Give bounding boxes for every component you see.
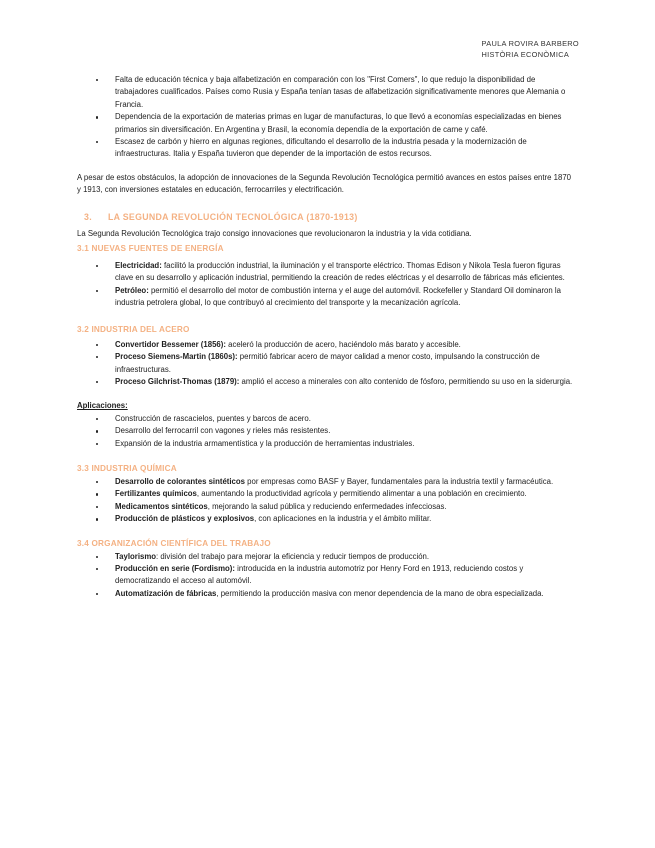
page-header bbox=[482, 38, 579, 60]
document-body bbox=[77, 74, 577, 600]
section-3-heading bbox=[77, 211, 577, 223]
item-term: Desarrollo de colorantes sintéticos bbox=[115, 476, 245, 486]
list-item bbox=[77, 488, 577, 500]
section-3-1-list bbox=[77, 260, 577, 310]
list-item bbox=[77, 588, 577, 600]
item-term: Proceso Gilchrist-Thomas (1879): bbox=[115, 376, 240, 386]
item-term: Producción en serie (Fordismo): bbox=[115, 563, 236, 573]
list-item: Escasez de carbón y hierro en algunas regiones, dificultando el desarrollo de la industria pesada y la modernización de infraestructuras. Italia y España tuvieron que depender de la importación de estos recursos. bbox=[77, 136, 577, 161]
item-text: , permitiendo la producción masiva con menor dependencia de la mano de obra especializada. bbox=[216, 588, 544, 598]
item-text: permitió fabricar acero de mayor calidad a menor costo, impulsando la construcción de infraestructuras. bbox=[115, 352, 540, 374]
list-item bbox=[77, 501, 577, 513]
item-text: permitió el desarrollo del motor de combustión interna y el auge del automóvil. Rockefeller y Standard Oil dominaron la industria petrolera global, lo que contribuyó al crecimiento del transporte y la mecanización agrícola. bbox=[115, 285, 561, 308]
section-3-3-list bbox=[77, 476, 577, 526]
item-term: Proceso Siemens-Martin (1860s): bbox=[115, 352, 238, 362]
list-item bbox=[77, 376, 577, 388]
section-3-3-heading: 3.3 INDUSTRIA QUÍMICA bbox=[77, 463, 177, 473]
item-text: amplió el acceso a minerales con alto contenido de fósforo, permitiendo su uso en la siderurgia. bbox=[239, 376, 573, 386]
item-term: Automatización de fábricas bbox=[115, 588, 217, 598]
intro-paragraph: A pesar de estos obstáculos, la adopción de innovaciones de la Segunda Revolución Tecnológica permitió avances en estos países entre 1870 y 1913, con inversiones estatales en educación, ferrocarriles y electrificación. bbox=[77, 172, 571, 195]
item-term: Producción de plásticos y explosivos bbox=[115, 514, 255, 524]
item-text: facilitó la producción industrial, la iluminación y el transporte eléctrico. Thomas Edison y Nikola Tesla fueron figuras clave en su desarrollo y aplicación industrial, permitiendo la creación de redes eléctricas y el desarrollo de fábricas más eficientes. bbox=[115, 261, 565, 283]
item-text: , aumentando la productividad agrícola y permitiendo alimentar a una población en crecimiento. bbox=[196, 489, 527, 499]
list-item bbox=[77, 339, 577, 351]
list-item: Construcción de rascacielos, puentes y barcos de acero. bbox=[77, 413, 577, 425]
list-item: Dependencia de la exportación de materias primas en lugar de manufacturas, lo que llevó a economías especializadas en bienes primarios sin diversificación. En Argentina y Brasil, la economía dependía de la exportación de carne y café. bbox=[77, 111, 577, 136]
item-text: introducida en la industria automotriz por Henry Ford en 1913, reduciendo costos y democratizando el acceso al automóvil. bbox=[115, 563, 524, 586]
item-text: : división del trabajo para mejorar la eficiencia y reducir tiempos de producción. bbox=[156, 551, 430, 561]
intro-bullet-list bbox=[77, 74, 577, 161]
item-text: , con aplicaciones en la industria y el ámbito militar. bbox=[254, 514, 432, 524]
item-term: Petróleo: bbox=[115, 285, 149, 295]
list-item bbox=[77, 476, 577, 488]
section-3-4-list bbox=[77, 551, 577, 601]
section-3-intro: La Segunda Revolución Tecnológica trajo consigo innovaciones que revolucionaron la industria y la vida cotidiana. bbox=[77, 228, 472, 238]
list-item bbox=[77, 351, 577, 376]
item-text: por empresas como BASF y Bayer, fundamentales para la industria textil y farmacéutica. bbox=[245, 476, 554, 486]
item-term: Convertidor Bessemer (1856): bbox=[115, 339, 226, 349]
section-3-1-heading: 3.1 NUEVAS FUENTES DE ENERGÍA bbox=[77, 244, 224, 254]
item-term: Electricidad: bbox=[115, 261, 162, 271]
item-term: Medicamentos sintéticos bbox=[115, 501, 208, 511]
list-item bbox=[77, 260, 577, 285]
list-item bbox=[77, 551, 577, 563]
list-item: Desarrollo del ferrocarril con vagones y rieles más resistentes. bbox=[77, 425, 577, 437]
list-item bbox=[77, 285, 577, 310]
header-author: PAULA ROVIRA BARBERO bbox=[481, 39, 579, 48]
section-3-2-heading: 3.2 INDUSTRIA DEL ACERO bbox=[77, 324, 190, 334]
header-subject: HISTÒRIA ECONÒMICA bbox=[481, 50, 570, 59]
list-item bbox=[77, 513, 577, 525]
list-item: Expansión de la industria armamentística y la producción de herramientas industriales. bbox=[77, 438, 577, 450]
item-text: aceleró la producción de acero, haciéndolo más barato y accesible. bbox=[225, 339, 461, 349]
item-text: , mejorando la salud pública y reduciendo enfermedades infecciosas. bbox=[207, 501, 447, 511]
list-item: Falta de educación técnica y baja alfabetización en comparación con los "First Comers", lo que redujo la disponibilidad de trabajadores cualificados. Países como Rusia y España tenían tasas de alfabetización significativamente menores que Alemania o Francia. bbox=[77, 74, 577, 111]
section-3-title: LA SEGUNDA REVOLUCIÓN TECNOLÓGICA (1870-1913) bbox=[108, 211, 358, 222]
list-item bbox=[77, 563, 577, 588]
item-term: Taylorismo bbox=[115, 551, 157, 561]
section-3-number: 3. bbox=[84, 211, 92, 222]
applications-heading: Aplicaciones: bbox=[77, 401, 128, 411]
section-3-4-heading: 3.4 ORGANIZACIÓN CIENTÍFICA DEL TRABAJO bbox=[77, 538, 271, 548]
item-term: Fertilizantes químicos bbox=[115, 489, 197, 499]
applications-list bbox=[77, 413, 577, 450]
section-3-2-list bbox=[77, 339, 577, 389]
